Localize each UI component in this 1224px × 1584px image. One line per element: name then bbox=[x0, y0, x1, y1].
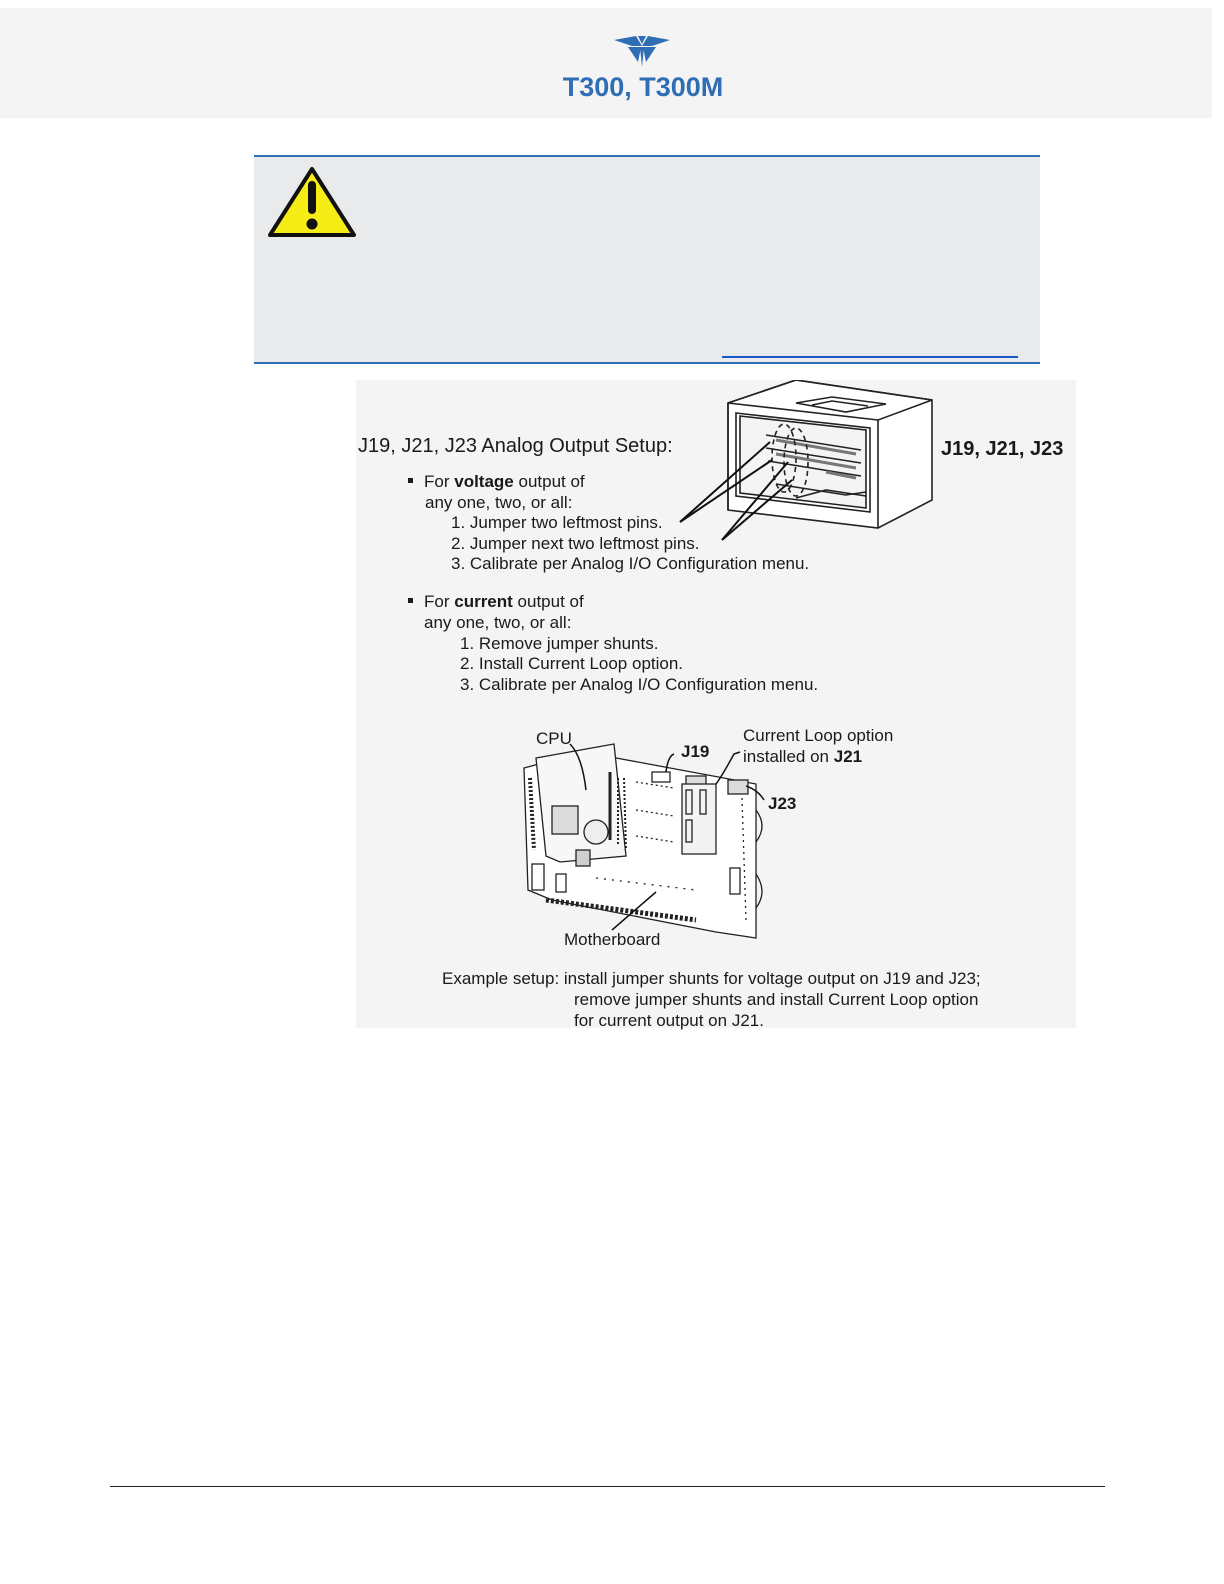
motherboard-label: Motherboard bbox=[564, 930, 661, 949]
bullet-icon bbox=[408, 598, 413, 603]
analog-output-setup-figure bbox=[356, 380, 1076, 1028]
current-loop-label-line2 bbox=[743, 747, 862, 767]
voltage-bullet bbox=[408, 472, 585, 492]
current-suffix: output of bbox=[512, 592, 584, 611]
bullet-icon bbox=[408, 478, 413, 483]
voltage-step-1: 1. Jumper two leftmost pins. bbox=[451, 513, 663, 532]
current-step-2: 2. Install Current Loop option. bbox=[460, 654, 684, 673]
voltage-step-2: 2. Jumper next two leftmost pins. bbox=[451, 534, 700, 553]
current-loop-prefix: installed on bbox=[743, 747, 834, 766]
document-title: T300, T300M bbox=[562, 72, 724, 102]
connector-housing bbox=[728, 380, 932, 528]
example-line-3: for current output on J21. bbox=[574, 1011, 764, 1030]
current-bullet bbox=[408, 592, 584, 612]
current-loop-label-line1: Current Loop option bbox=[743, 726, 894, 745]
teledyne-logo-icon bbox=[614, 34, 670, 68]
caution-box bbox=[254, 155, 1040, 364]
current-prefix: For bbox=[424, 592, 455, 611]
caution-link[interactable] bbox=[722, 356, 1018, 358]
cpu-label: CPU bbox=[536, 729, 572, 748]
voltage-step-3: 3. Calibrate per Analog I/O Configuration menu. bbox=[451, 554, 810, 573]
page-header bbox=[0, 8, 1212, 118]
current-loop-j21: J21 bbox=[833, 747, 863, 766]
example-line-1: Example setup: install jumper shunts for voltage output on J19 and J23; bbox=[442, 969, 981, 988]
j23-label: J23 bbox=[768, 794, 797, 813]
voltage-prefix: For bbox=[424, 472, 455, 491]
example-line-2: remove jumper shunts and install Current Loop option bbox=[574, 990, 979, 1009]
motherboard-drawing bbox=[524, 744, 762, 938]
warning-triangle-icon bbox=[266, 165, 358, 239]
footer-rule bbox=[110, 1486, 1105, 1487]
connector-label: J19, J21, J23 bbox=[941, 438, 1064, 460]
current-step-3: 3. Calibrate per Analog I/O Configuration menu. bbox=[460, 675, 819, 694]
current-step-1: 1. Remove jumper shunts. bbox=[460, 634, 659, 653]
voltage-line2: any one, two, or all: bbox=[425, 493, 573, 512]
current-keyword: current bbox=[454, 592, 513, 611]
figure-title: J19, J21, J23 Analog Output Setup: bbox=[358, 435, 673, 457]
voltage-keyword: voltage bbox=[454, 472, 514, 491]
current-line2: any one, two, or all: bbox=[424, 613, 572, 632]
j19-label: J19 bbox=[681, 742, 710, 761]
voltage-suffix: output of bbox=[513, 472, 585, 491]
